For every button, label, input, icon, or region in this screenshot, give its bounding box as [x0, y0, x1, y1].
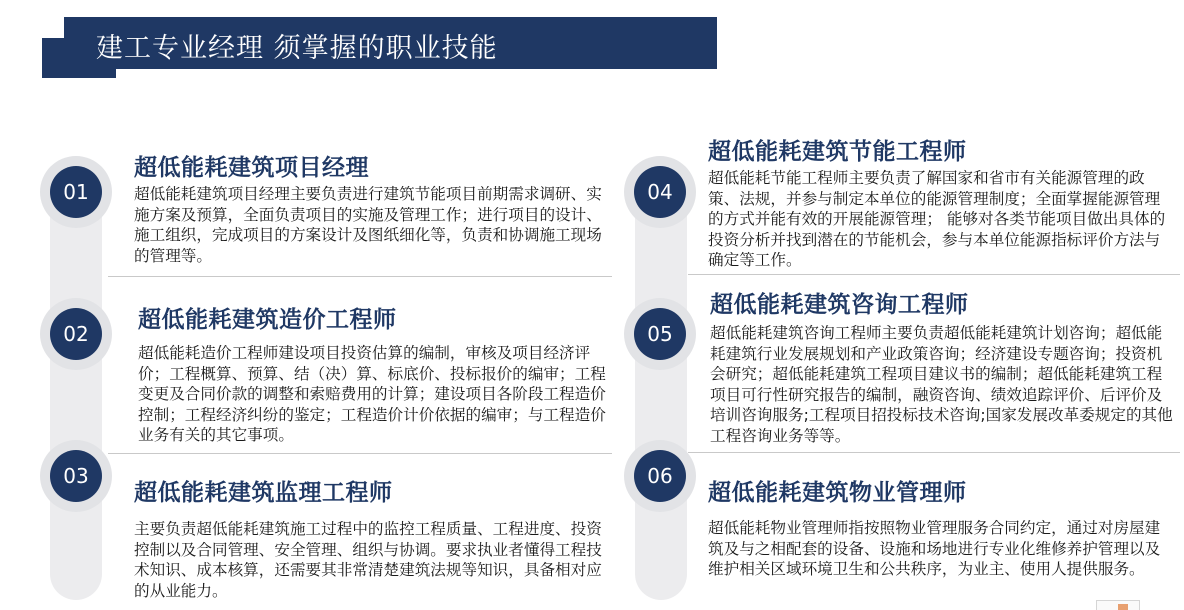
- number-label: 03: [50, 450, 102, 502]
- number-label: 04: [634, 166, 686, 218]
- corner-mark: [1118, 604, 1128, 610]
- item-desc-05: 超低能耗建筑咨询工程师主要负责超低能耗建筑计划咨询；超低能耗建筑行业发展规划和产业政策咨询；经济建设专题咨询；投资机会研究；超低能耗建筑工程项目建议书的编制；超低能耗建筑工程项目可行性研究报告的编制，融资咨询、绩效追踪评价、后评价及培训咨询服务;工程项目招投标技术咨询;国家发展改革委规定的其他工程咨询业务等等。: [710, 324, 1173, 445]
- number-label: 02: [50, 308, 102, 360]
- number-label: 05: [634, 308, 686, 360]
- number-badge-04: [624, 156, 696, 228]
- item-desc-04: 超低能耗节能工程师主要负责了解国家和省市有关能源管理的政策、法规，并参与制定本单位的能源管理制度；全面掌握能源管理的方式并能有效的开展能源管理； 能够对各类节能项目做出具体的投资分析并找到潜在的节能机会，参与本单位能源指标评价方法与确定等工作。: [708, 169, 1166, 269]
- number-badge-05: [624, 298, 696, 370]
- page-title: 建工专业经理 须掌握的职业技能: [96, 33, 498, 64]
- number-badge-03: [40, 440, 112, 512]
- item-desc-03: 主要负责超低能耗建筑施工过程中的监控工程质量、工程进度、投资控制以及合同管理、安全管理、组织与协调。要求执业者懂得工程技术知识、成本核算，还需要其非常清楚建筑法规等知识，具备相对应的从业能力。: [134, 520, 602, 600]
- item-desc-01: 超低能耗建筑项目经理主要负责进行建筑节能项目前期需求调研、实施方案及预算，全面负责项目的实施及管理工作；进行项目的设计、施工组织，完成项目的方案设计及图纸细化等，负责和协调施工现场的管理等。: [134, 185, 602, 265]
- number-label: 06: [634, 450, 686, 502]
- divider-right-2: [688, 452, 1180, 453]
- item-desc-06: 超低能耗物业管理师指按照物业管理服务合同约定，通过对房屋建筑及与之相配套的设备、设施和场地进行专业化维修养护管理以及维护相关区域环境卫生和公共秩序，为业主、使用人提供服务。: [708, 519, 1161, 578]
- item-desc-02: 超低能耗造价工程师建设项目投资估算的编制，审核及项目经济评价；工程概算、预算、结（决）算、标底价、投标报价的编审；工程变更及合同价款的调整和索赔费用的计算；建设项目各阶段工程造价控制；工程经济纠纷的鉴定；工程造价计价依据的编审；与工程造价业务有关的其它事项。: [138, 344, 606, 444]
- title-banner: [64, 17, 717, 69]
- item-title-04: 超低能耗建筑节能工程师: [708, 139, 967, 165]
- number-badge-01: [40, 156, 112, 228]
- item-title-02: 超低能耗建筑造价工程师: [138, 307, 397, 333]
- number-label: 01: [50, 166, 102, 218]
- number-badge-06: [624, 440, 696, 512]
- item-title-06: 超低能耗建筑物业管理师: [708, 480, 967, 506]
- number-badge-02: [40, 298, 112, 370]
- divider-left-2: [108, 453, 612, 454]
- divider-left-1: [108, 276, 612, 277]
- item-title-05: 超低能耗建筑咨询工程师: [710, 292, 969, 318]
- item-title-01: 超低能耗建筑项目经理: [134, 155, 369, 181]
- item-title-03: 超低能耗建筑监理工程师: [134, 480, 393, 506]
- divider-right-1: [688, 274, 1180, 275]
